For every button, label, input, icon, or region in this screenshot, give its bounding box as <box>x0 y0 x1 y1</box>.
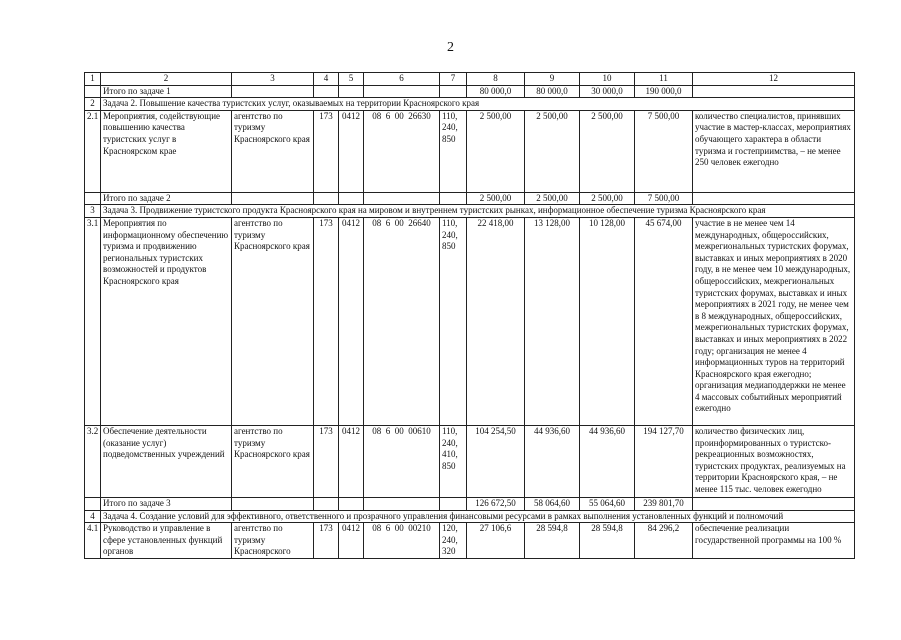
value-col11: 7 500,00 <box>635 110 693 192</box>
rzpr-code: 0412 <box>339 425 364 497</box>
total-label: Итого по задаче 1 <box>101 85 232 98</box>
table-row <box>85 425 855 497</box>
value-col9: 44 936,60 <box>525 425 580 497</box>
activity-name: Обеспечение деятельности (оказание услуг) подведомственных учреждений <box>101 425 232 497</box>
rzpr-code: 0412 <box>339 217 364 425</box>
total-value-col8: 80 000,0 <box>467 85 525 98</box>
task-row-2 <box>85 98 855 111</box>
table-row <box>85 217 855 425</box>
value-col8: 27 106,6 <box>467 523 525 559</box>
value-col9: 13 128,00 <box>525 217 580 425</box>
task-row-4 <box>85 510 855 523</box>
header-cell: 8 <box>467 73 525 86</box>
activity-name: Руководство и управление в сфере установленных функций органов <box>101 523 232 559</box>
total-value-col11: 7 500,00 <box>635 192 693 205</box>
header-cell: 6 <box>364 73 440 86</box>
row-number: 2.1 <box>85 110 101 192</box>
page-number: 2 <box>447 40 454 55</box>
value-col11: 45 674,00 <box>635 217 693 425</box>
vr-code: 110, 240, 850 <box>440 217 467 425</box>
expected-result: обеспечение реализации государственной программы на 100 % <box>693 523 855 559</box>
vr-code: 110, 240, 410, 850 <box>440 425 467 497</box>
header-cell: 1 <box>85 73 101 86</box>
task-number: 2 <box>85 98 101 111</box>
task-number: 3 <box>85 205 101 218</box>
agency-name: агентство по туризму Красноярского края <box>232 217 314 425</box>
total-row-task-2 <box>85 192 855 205</box>
total-row-task-3 <box>85 497 855 510</box>
task-row-3 <box>85 205 855 218</box>
value-col8: 2 500,00 <box>467 110 525 192</box>
header-cell: 2 <box>101 73 232 86</box>
total-value-col8: 2 500,00 <box>467 192 525 205</box>
row-number: 3.2 <box>85 425 101 497</box>
row-number: 3.1 <box>85 217 101 425</box>
value-col11: 84 296,2 <box>635 523 693 559</box>
expected-result: участие в не менее чем 14 международных, общероссийских, межрегиональных туристских форумах, выставках и иных мероприятиях в 2020 году, в не менее чем 10 международных, общероссийских, межрегиональных туристских форумах, выставках и иных мероприятиях в 2021 году, не менее чем в 8 международных, общероссийских, межрегиональных туристских форумах, выставках и иных мероприятиях в 2022 году; организация не менее 4 информационных туров на территорий Красноярского края ежегодно; организация медиаподдержки не менее 4 массовых событийных мероприятий ежегодно <box>693 217 855 425</box>
value-col8: 104 254,50 <box>467 425 525 497</box>
row-number: 4.1 <box>85 523 101 559</box>
task-title: Задача 4. Создание условий для эффективного, ответственного и прозрачного управления финансовыми ресурсами в рамках выполнения установленных функций и полномочий <box>101 510 855 523</box>
task-title: Задача 2. Повышение качества туристских услуг, оказываемых на территории Красноярского края <box>101 98 855 111</box>
agency-name: агентство по туризму Красноярского <box>232 523 314 559</box>
total-value-col11: 190 000,0 <box>635 85 693 98</box>
value-col9: 28 594,8 <box>525 523 580 559</box>
task-number: 4 <box>85 510 101 523</box>
header-cell: 9 <box>525 73 580 86</box>
value-col11: 194 127,70 <box>635 425 693 497</box>
value-col10: 2 500,00 <box>580 110 635 192</box>
rzpr-code: 0412 <box>339 110 364 192</box>
rzpr-code: 0412 <box>339 523 364 559</box>
value-col9: 2 500,00 <box>525 110 580 192</box>
table-row <box>85 523 855 559</box>
grbs-code: 173 <box>314 110 339 192</box>
expected-result: количество физических лиц, проинформированных о туристско-рекреационных возможностях, туристских продуктах, реализуемых на территории Красноярского края, – не менее 115 тыс. человек ежегодно <box>693 425 855 497</box>
total-value-col9: 58 064,60 <box>525 497 580 510</box>
total-value-col8: 126 672,50 <box>467 497 525 510</box>
header-cell: 10 <box>580 73 635 86</box>
total-value-col9: 80 000,0 <box>525 85 580 98</box>
csr-code: 08 6 00 26630 <box>364 110 440 192</box>
total-label: Итого по задаче 2 <box>101 192 232 205</box>
total-value-col10: 55 064,60 <box>580 497 635 510</box>
total-value-col10: 30 000,0 <box>580 85 635 98</box>
total-value-col10: 2 500,00 <box>580 192 635 205</box>
value-col10: 10 128,00 <box>580 217 635 425</box>
table-row <box>85 110 855 192</box>
vr-code: 120, 240, 320 <box>440 523 467 559</box>
expected-result: количество специалистов, принявших участие в мастер-классах, мероприятиях обучающего характера в области туризма и гостеприимства, – не менее 250 человек ежегодно <box>693 110 855 192</box>
grbs-code: 173 <box>314 425 339 497</box>
csr-code: 08 6 00 26640 <box>364 217 440 425</box>
grbs-code: 173 <box>314 217 339 425</box>
value-col10: 28 594,8 <box>580 523 635 559</box>
grbs-code: 173 <box>314 523 339 559</box>
vr-code: 110, 240, 850 <box>440 110 467 192</box>
total-label: Итого по задаче 3 <box>101 497 232 510</box>
csr-code: 08 6 00 00210 <box>364 523 440 559</box>
budget-table <box>84 72 855 559</box>
activity-name: Мероприятия, содействующие повышению качества туристских услуг в Красноярском крае <box>101 110 232 192</box>
header-row <box>85 73 855 86</box>
total-value-col11: 239 801,70 <box>635 497 693 510</box>
value-col10: 44 936,60 <box>580 425 635 497</box>
value-col8: 22 418,00 <box>467 217 525 425</box>
header-cell: 12 <box>693 73 855 86</box>
agency-name: агентство по туризму Красноярского края <box>232 425 314 497</box>
activity-name: Мероприятия по информационному обеспечению туризма и продвижению региональных туристских возможностей и продуктов Красноярского края <box>101 217 232 425</box>
total-row-task-1 <box>85 85 855 98</box>
header-cell: 3 <box>232 73 314 86</box>
header-cell: 4 <box>314 73 339 86</box>
header-cell: 11 <box>635 73 693 86</box>
header-cell: 7 <box>440 73 467 86</box>
csr-code: 08 6 00 00610 <box>364 425 440 497</box>
total-value-col9: 2 500,00 <box>525 192 580 205</box>
task-title: Задача 3. Продвижение туристского продукта Красноярского края на мировом и внутреннем туристских рынках, информационное обеспечение туризма Красноярского края <box>101 205 855 218</box>
header-cell: 5 <box>339 73 364 86</box>
agency-name: агентство по туризму Красноярского края <box>232 110 314 192</box>
